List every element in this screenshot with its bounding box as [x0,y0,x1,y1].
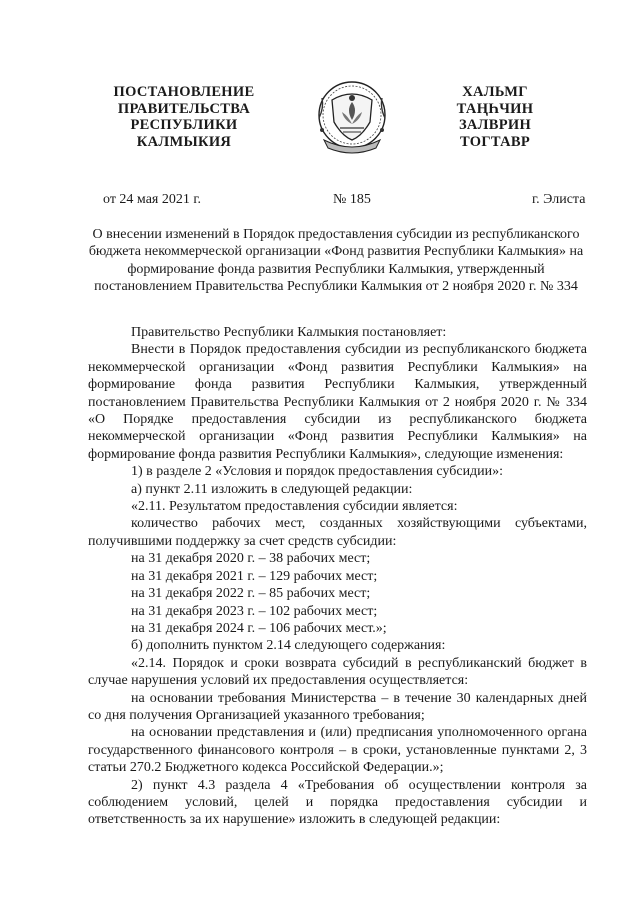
coat-of-arms-icon [310,78,394,156]
paragraph: а) пункт 2.11 изложить в следующей редакции: [131,481,413,497]
paragraph: «2.14. Порядок и сроки возврата субсидий в республиканский бюджет в случае нарушения условий их предоставления осуществляется: [88,655,587,689]
list-item: на 31 декабря 2022 г. – 85 рабочих мест; [131,586,371,602]
header-left-title [90,84,278,150]
paragraph: Правительство Республики Калмыкия постановляет: [131,325,447,340]
paragraph: б) дополнить пунктом 2.14 следующего содержания: [131,638,446,654]
list-item: на 31 декабря 2021 г. – 129 рабочих мест; [131,568,378,584]
header-left-line: КАЛМЫКИЯ [136,133,232,150]
header-right-line: ТАҢҺЧИН [456,100,534,117]
paragraph: «2.11. Результатом предоставления субсидии является: [131,499,458,515]
document-city: г. Элиста [532,192,586,207]
header-left-line: ПОСТАНОВЛЕНИЕ [113,84,255,100]
header-right-line: ТОГТАВР [459,133,531,150]
header-right-line: ХАЛЬМГ [462,84,528,100]
document-number: № 185 [333,192,371,207]
paragraph: 1) в разделе 2 «Условия и порядок предоставления субсидии»: [131,464,504,480]
document-title: О внесении изменений в Порядок предоставления субсидии из республиканского бюджета некоммерческой организации «Фонд развития Республики Калмыкия» на формирование фонда развития Республики Калмыкия, утвержденный постановлением Правительства Республики Калмыкия от 2 ноября 2020 г. № 334 [88,227,584,294]
list-item: на 31 декабря 2024 г. – 106 рабочих мест.»; [131,620,387,636]
header-right-title [436,84,554,150]
paragraph: на основании представления и (или) предписания уполномоченного органа государственного финансового контроля – в сроки, установленные пунктами 2, 3 статьи 270.2 Бюджетного кодекса Российской Федерации.»; [88,725,587,776]
paragraph: количество рабочих мест, созданных хозяйствующими субъектами, получившими поддержку за счет средств субсидии: [88,516,587,549]
document-date: от 24 мая 2021 г. [103,192,202,207]
list-item: на 31 декабря 2023 г. – 102 рабочих мест; [131,603,378,619]
paragraph: Внести в Порядок предоставления субсидии из республиканского бюджета некоммерческой организации «Фонд развития Республики Калмыкия» на формирование фонда развития Республики Калмыкия, утвержденный постановлением Правительства Республики Калмыкия от 2 ноября 2020 г. № 334 «О Порядке предоставления субсидии из республиканского бюджета некоммерческой организации «Фонд развития Республики Калмыкия» на формирование фонда развития Республики Калмыкия», следующие изменения: [88,342,587,462]
paragraph: 2) пункт 4.3 раздела 4 «Требования об осуществлении контроля за соблюдением условий, целей и порядка предоставления субсидии и ответственность за их нарушение» изложить в следующей редакции: [88,777,587,828]
list-item: на 31 декабря 2020 г. – 38 рабочих мест; [131,551,371,567]
header-right-line: ЗАЛВРИН [458,117,532,133]
document-body [88,324,587,829]
header-left-line: ПРАВИТЕЛЬСТВА [117,100,251,117]
header-left-line: РЕСПУБЛИКИ [130,117,238,133]
paragraph: на основании требования Министерства – в течение 30 календарных дней со дня получения Организацией указанного требования; [88,690,587,723]
